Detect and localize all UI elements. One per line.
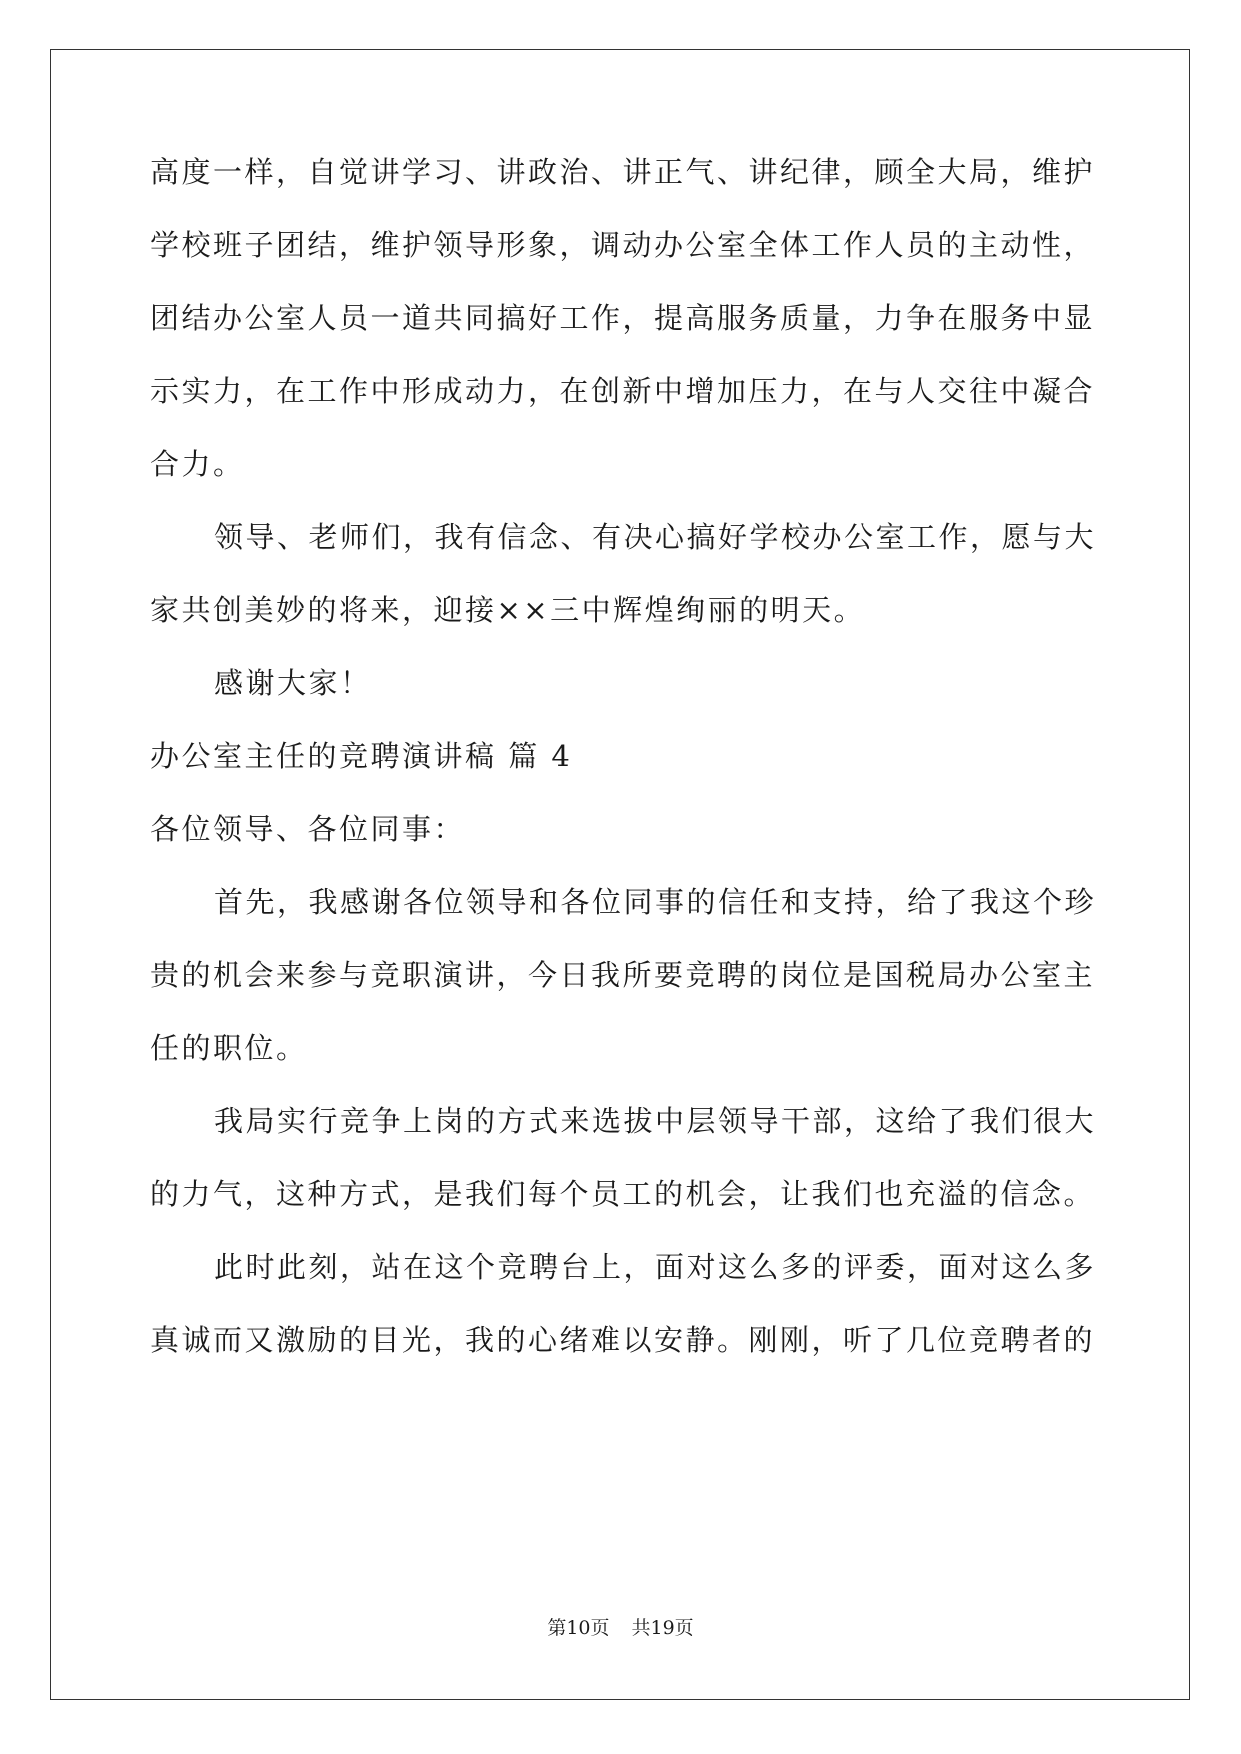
body-line-5: 合力。 xyxy=(150,447,245,481)
body-line-11: 首先，我感谢各位领导和各位同事的信任和支持，给了我这个珍 xyxy=(214,885,1097,919)
section-heading: 办公室主任的竞聘演讲稿 篇 4 xyxy=(150,739,573,773)
body-line-8: 感谢大家！ xyxy=(214,666,372,700)
body-line-14: 我局实行竞争上岗的方式来选拔中层领导干部，这给了我们很大 xyxy=(214,1104,1097,1138)
page-footer xyxy=(0,1616,1241,1640)
body-line-3: 团结办公室人员一道共同搞好工作，提高服务质量，力争在服务中显 xyxy=(150,301,1096,335)
body-line-7: 家共创美妙的将来，迎接××三中辉煌绚丽的明天。 xyxy=(150,593,866,627)
body-line-15: 的力气，这种方式，是我们每个员工的机会，让我们也充溢的信念。 xyxy=(150,1177,1096,1211)
body-line-12: 贵的机会来参与竞职演讲，今日我所要竞聘的岗位是国税局办公室主 xyxy=(150,958,1096,992)
body-line-6: 领导、老师们，我有信念、有决心搞好学校办公室工作，愿与大 xyxy=(214,520,1097,554)
salutation: 各位领导、各位同事： xyxy=(150,812,466,846)
body-line-13: 任的职位。 xyxy=(150,1031,308,1065)
page-border xyxy=(50,49,1190,1700)
body-line-1: 高度一样，自觉讲学习、讲政治、讲正气、讲纪律，顾全大局，维护 xyxy=(150,155,1096,189)
page-number: 第10页 xyxy=(547,1617,610,1639)
body-line-17: 真诚而又激励的目光，我的心绪难以安静。刚刚，听了几位竞聘者的 xyxy=(150,1323,1096,1357)
body-line-16: 此时此刻，站在这个竞聘台上，面对这么多的评委，面对这么多 xyxy=(214,1250,1097,1284)
body-line-2: 学校班子团结，维护领导形象，调动办公室全体工作人员的主动性， xyxy=(150,228,1096,262)
page-total: 共19页 xyxy=(631,1617,694,1639)
body-line-4: 示实力，在工作中形成动力，在创新中增加压力，在与人交往中凝合 xyxy=(150,374,1096,408)
